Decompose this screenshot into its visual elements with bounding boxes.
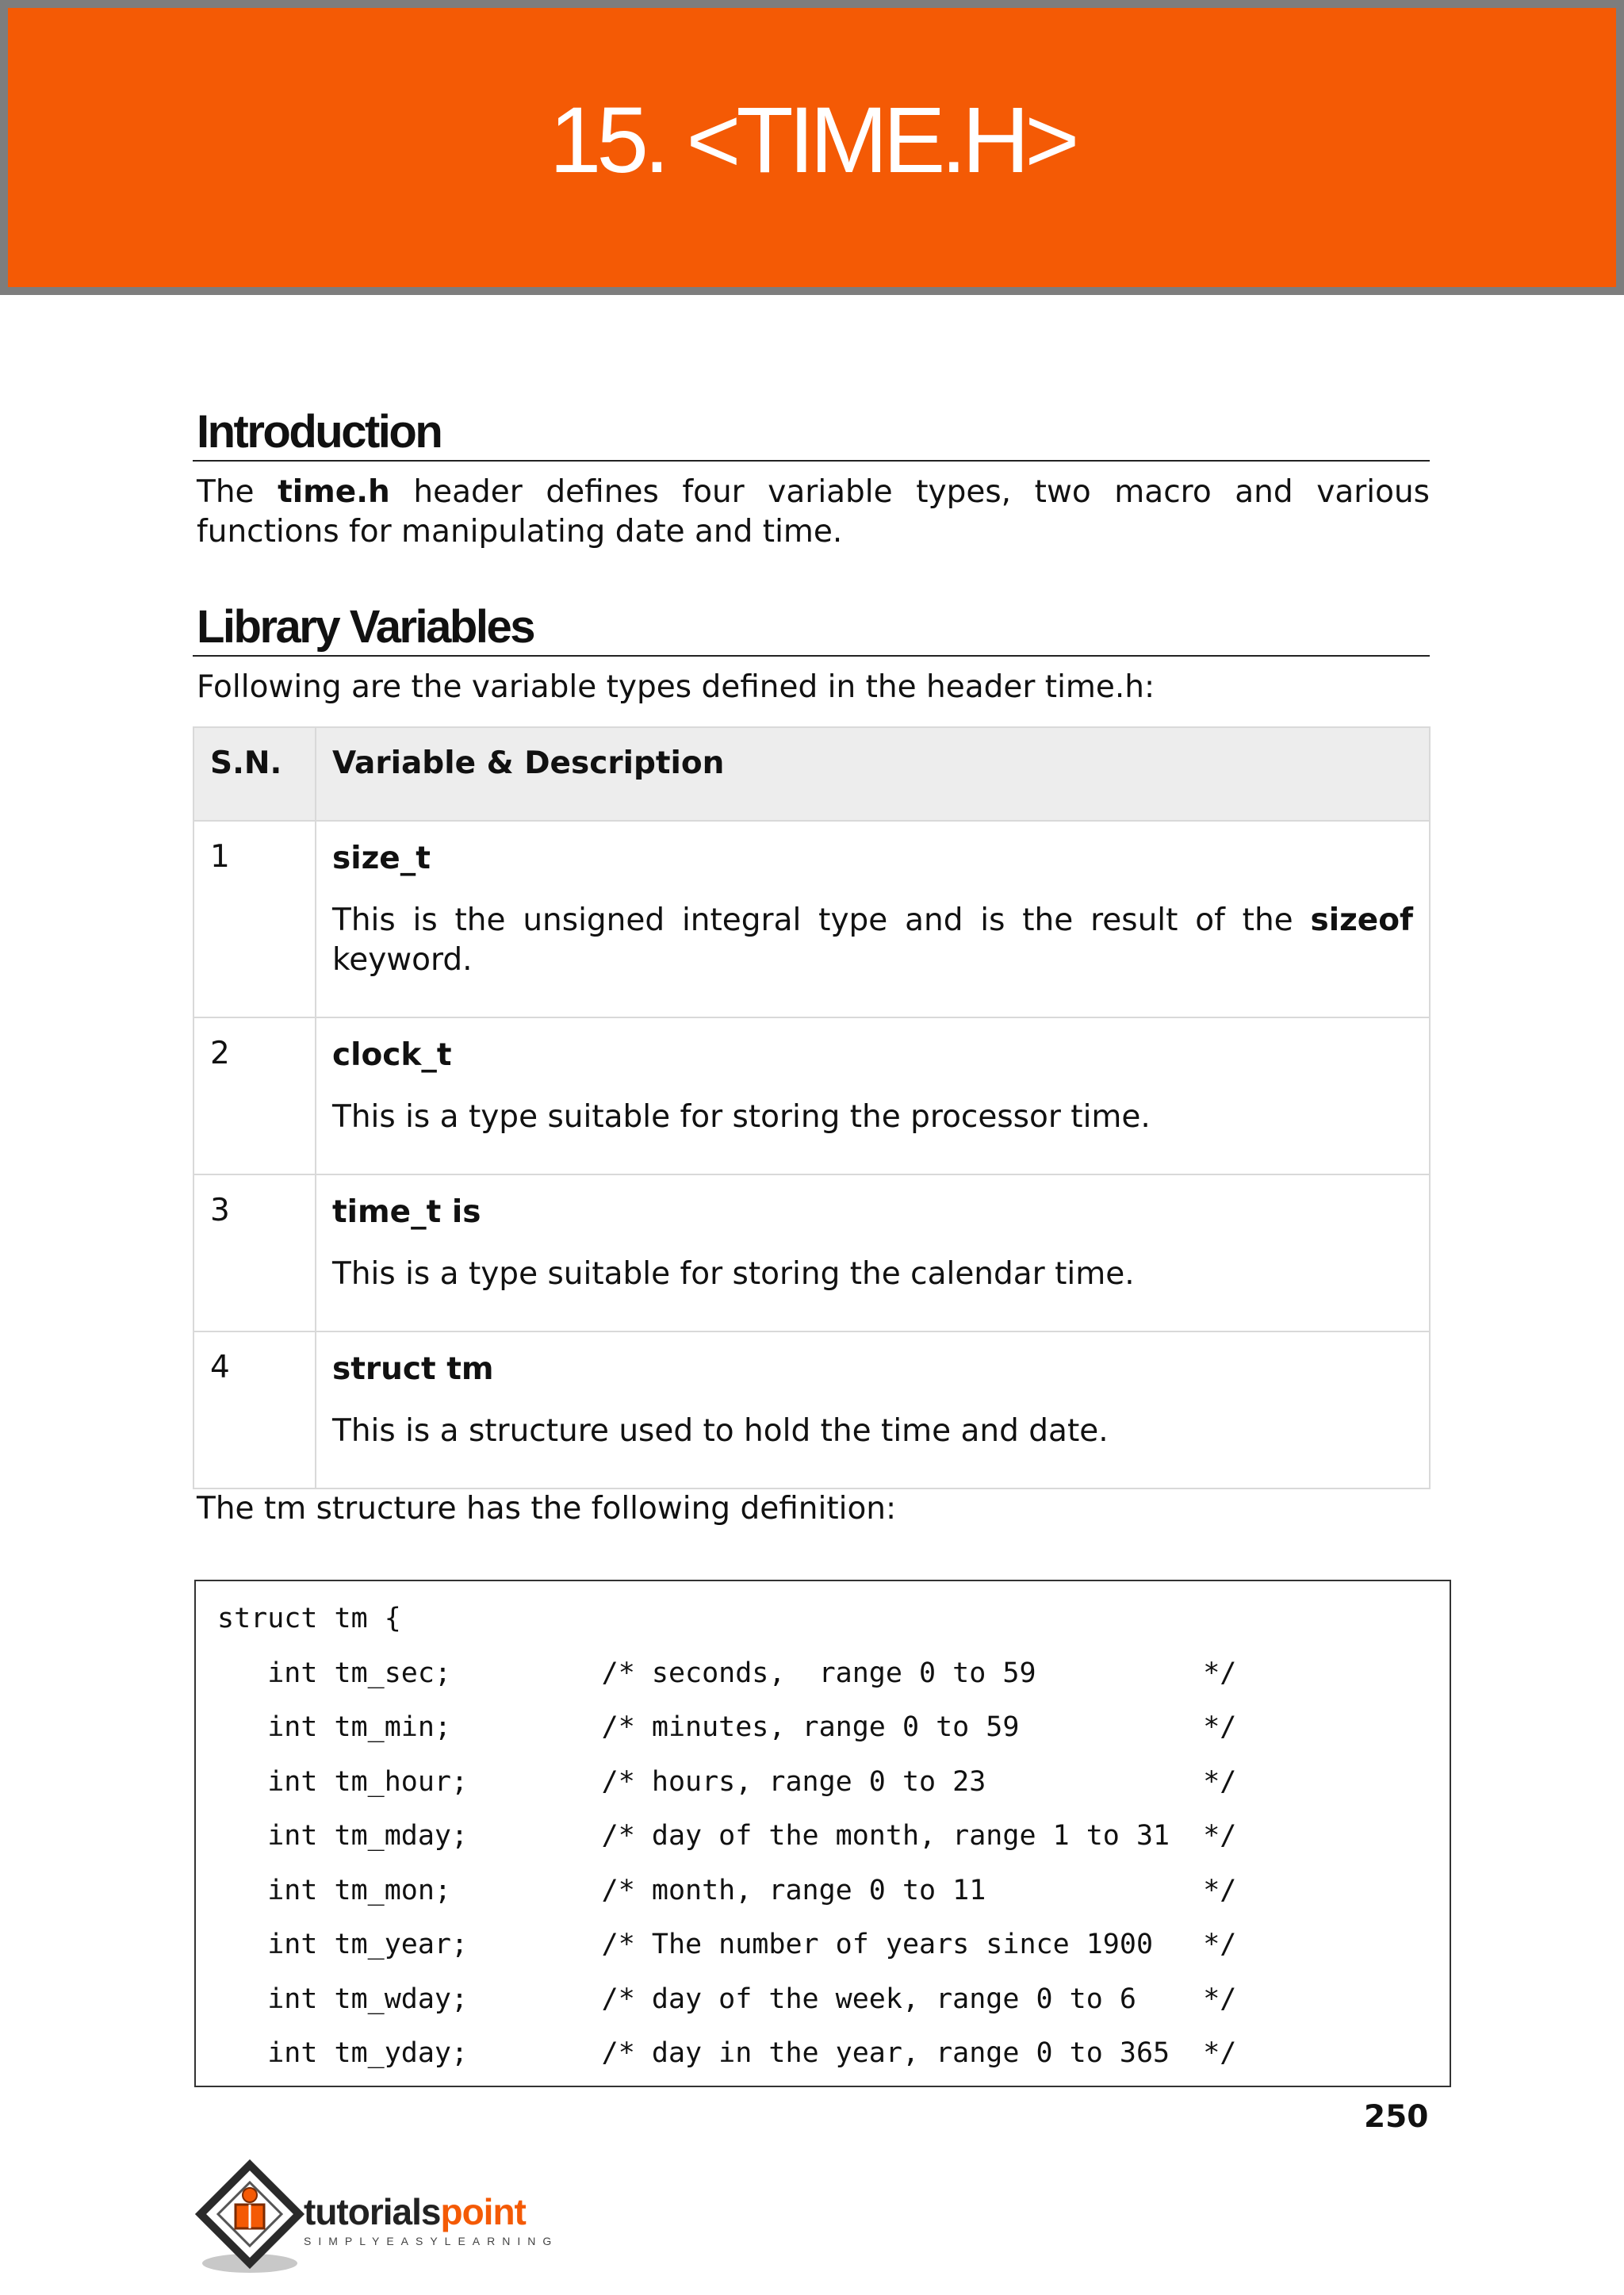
table-row (193, 1331, 1430, 1488)
row-sn: 4 (193, 1331, 316, 1488)
table-row (193, 821, 1430, 1017)
library-variables-heading: Library Variables (193, 600, 1430, 657)
page-number: 250 (1364, 2099, 1429, 2135)
code-line: int tm_mon; /* month, range 0 to 11 */ (217, 1874, 1237, 1906)
table-header-row (193, 727, 1430, 821)
code-line: int tm_yday; /* day in the year, range 0 to 365 */ (217, 2037, 1237, 2069)
intro-text-bold: time.h (278, 474, 390, 510)
variable-description: This is a structure used to hold the time and date. (332, 1413, 1109, 1449)
variable-name: size_t (332, 841, 431, 876)
row-variable (316, 1331, 1430, 1488)
table-row (193, 1174, 1430, 1331)
code-line: int tm_sec; /* seconds, range 0 to 59 */ (217, 1657, 1237, 1689)
logo-diamond-icon (194, 2159, 305, 2278)
desc-text-end: keyword. (332, 942, 473, 978)
variable-name: struct tm (332, 1351, 494, 1387)
introduction-paragraph (197, 473, 1430, 552)
variables-table (193, 726, 1431, 1489)
header-sn: S.N. (193, 727, 316, 821)
library-variables-section (193, 600, 1430, 1529)
table-row (193, 1017, 1430, 1174)
variable-description (332, 901, 1413, 980)
variable-description: This is a type suitable for storing the calendar time. (332, 1256, 1135, 1292)
logo-tagline: SIMPLYEASYLEARNING (304, 2235, 559, 2247)
logo-wordmark (304, 2190, 526, 2233)
intro-text-start: The (197, 474, 278, 510)
intro-text-end: header defines four variable types, two macro and various functions for manipulating date and time. (197, 474, 1430, 550)
code-line: int tm_mday; /* day of the month, range 1 to 31 */ (217, 1820, 1237, 1852)
code-line: int tm_hour; /* hours, range 0 to 23 */ (217, 1765, 1237, 1798)
code-line: int tm_wday; /* day of the week, range 0 to 6 */ (217, 1983, 1237, 2015)
row-sn: 2 (193, 1017, 316, 1174)
header-variable-description: Variable & Description (316, 727, 1430, 821)
tm-structure-intro: The tm structure has the following definition: (197, 1491, 897, 1527)
page-content (193, 404, 1430, 1529)
code-line: struct tm { (217, 1603, 401, 1634)
row-variable (316, 821, 1430, 1017)
library-variables-intro: Following are the variable types defined in the header time.h: (197, 669, 1155, 705)
row-variable (316, 1017, 1430, 1174)
desc-text-start: This is the unsigned integral type and is the result of the (332, 902, 1311, 938)
row-variable (316, 1174, 1430, 1331)
tutorialspoint-logo (194, 2159, 575, 2278)
chapter-title: 15. <TIME.H> (549, 88, 1075, 193)
variable-name: clock_t (332, 1037, 452, 1073)
chapter-banner (0, 0, 1624, 295)
logo-word-tutorials: tutorials (304, 2191, 441, 2232)
variable-name: time_t is (332, 1194, 481, 1230)
code-line: int tm_min; /* minutes, range 0 to 59 */ (217, 1711, 1237, 1743)
code-line: int tm_year; /* The number of years since 1900 */ (217, 1929, 1237, 1960)
introduction-heading: Introduction (193, 404, 1430, 462)
desc-text-bold: sizeof (1310, 902, 1413, 938)
logo-word-point: point (440, 2191, 526, 2232)
row-sn: 1 (193, 821, 316, 1017)
row-sn: 3 (193, 1174, 316, 1331)
variable-description: This is a type suitable for storing the processor time. (332, 1099, 1151, 1135)
code-block (194, 1580, 1451, 2087)
